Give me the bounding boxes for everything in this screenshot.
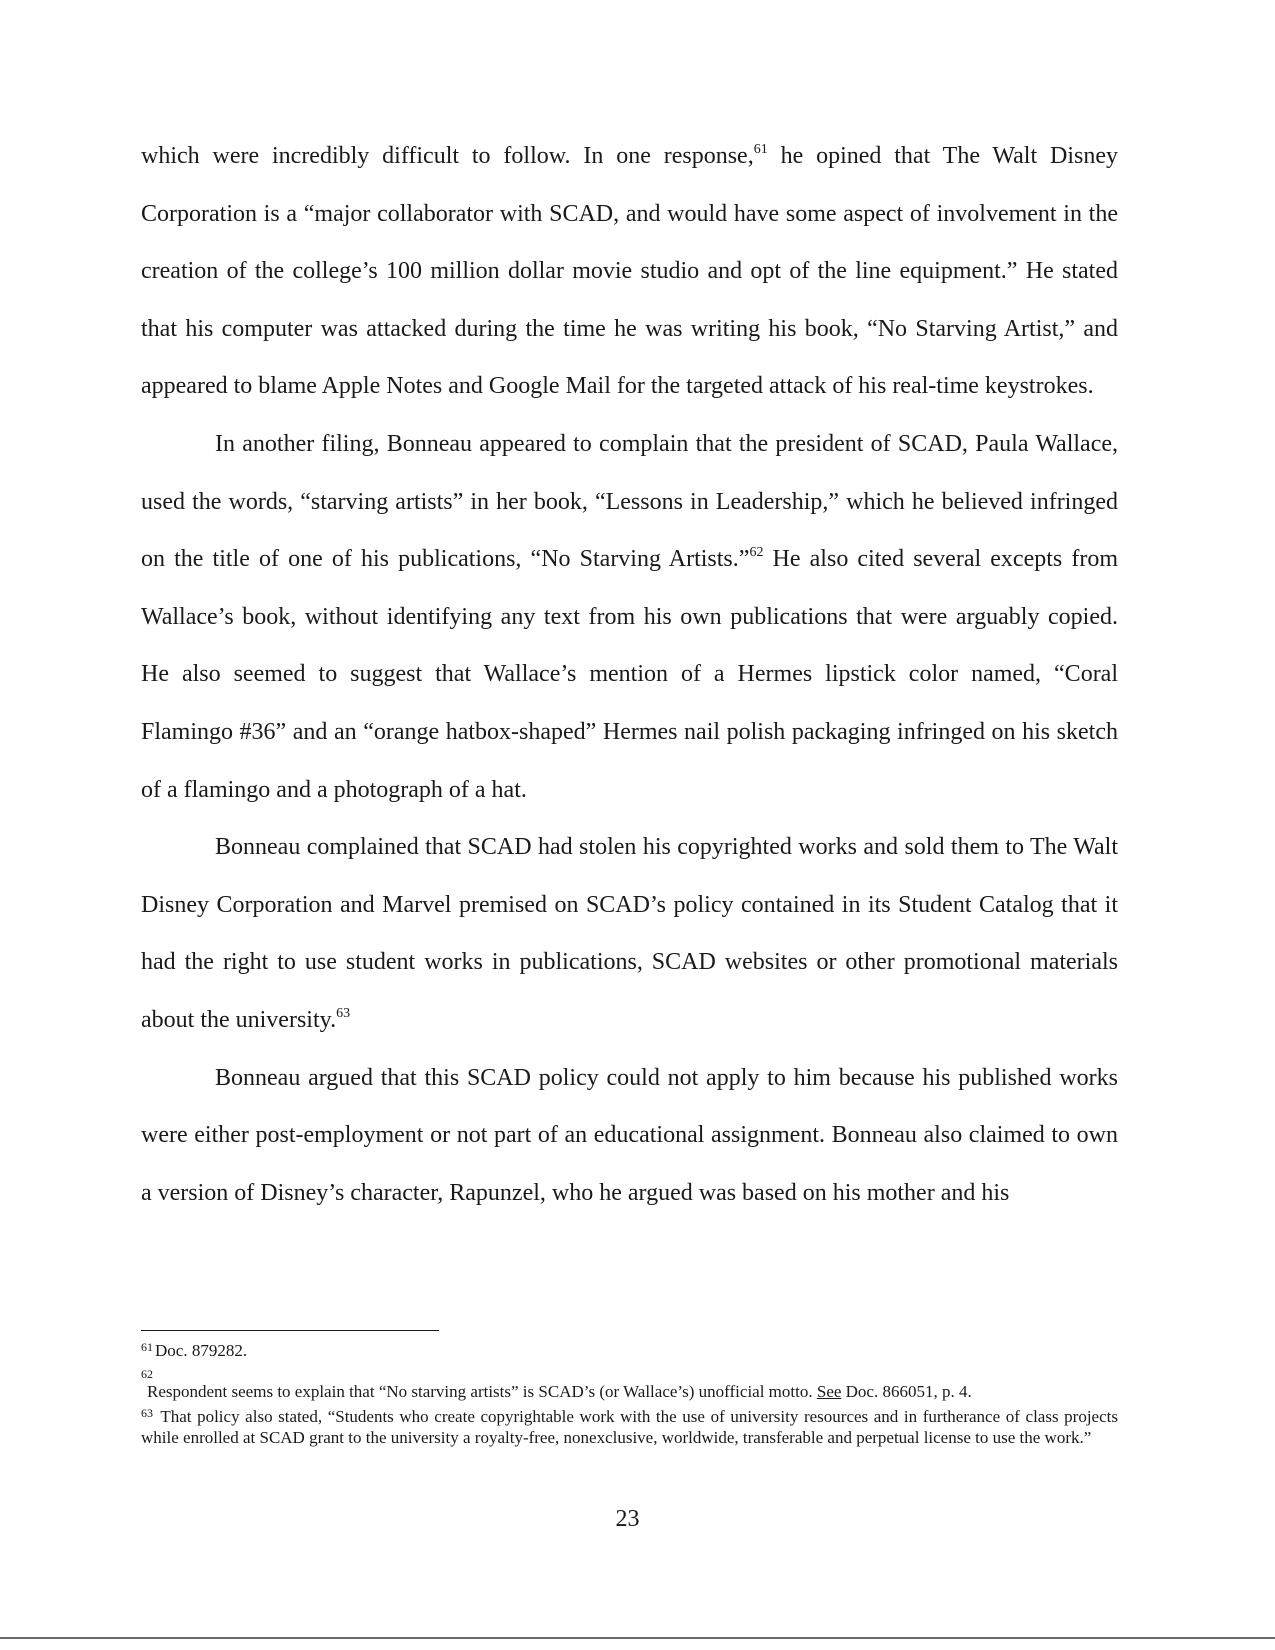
see-signal: See <box>816 1382 842 1401</box>
footnote-number: 63 <box>141 1406 153 1420</box>
paragraph-4: Bonneau argued that this SCAD policy could not apply to him because his published works were either post-employment or not part of an educational assignment. Bonneau also claimed to own a version of Disney’s character, Rapunzel, who he argued was based on his mother and his <box>141 1064 1118 1206</box>
paragraph-1: which were incredibly difficult to follow. In one response,$^{61}$ he opined that The Walt Disney Corporation is a “major collaborator with SCAD, and would have some aspect of involvement in the creation of the college’s 100 million dollar movie studio and opt of the line equipment.” He stated that his computer was attacked during the time he was writing his book, “No Starving Artist,” and appeared to blame Apple Notes and Google Mail for the targeted attack of his real-time keystrokes. <box>141 142 1118 400</box>
footnotes <box>141 1340 1118 1452</box>
footnote-ref-63[interactable]: 63 <box>336 1005 351 1021</box>
footnote-ref-62[interactable]: 62 <box>749 545 764 561</box>
body-text <box>141 128 1118 1222</box>
footnote-separator <box>141 1330 439 1331</box>
footnote-number: 62 <box>141 1367 153 1381</box>
footnote-number: 61 <box>141 1340 153 1354</box>
footnote-63: $^{63}$ That policy also stated, “Students who create copyrightable work with the use of university resources and in furtherance of class projects while enrolled at SCAD grant to the university a royalty-free, nonexclusive, worldwide, transferable and perpetual license to use the work.” <box>141 1406 1118 1447</box>
page-number: 23 <box>615 1506 640 1532</box>
footnote-ref-61[interactable]: 61 <box>753 142 768 157</box>
paragraph-3: Bonneau complained that SCAD had stolen his copyrighted works and sold them to The Walt Disney Corporation and Marvel premised on SCAD’s policy contained in its Student Catalog that it had the right to use student works in publications, SCAD websites or other promotional materials about the university.$^{63}$ <box>141 834 1118 1033</box>
footnote-61: $^{61}$ Doc. 879282. <box>141 1340 248 1360</box>
footnote-62: 62 Respondent seems to explain that “No starving artists” is SCAD’s (or Wallace’s) unofficial motto. See Doc. 866051, p. 4. <box>141 1367 1118 1402</box>
paragraph-2: In another filing, Bonneau appeared to complain that the president of SCAD, Paula Wallace, used the words, “starving artists” in her book, “Lessons in Leadership,” which he believed infringed on the title of one of his publications, “No Starving Artists.”$^{62}$ He also cited several excepts from Wallace’s book, without identifying any text from his own publications that were arguably copied. He also seemed to suggest that Wallace’s mention of a Hermes lipstick color named, “Coral Flamingo #36” and an “orange hatbox-shaped” Hermes nail polish packaging infringed on his sketch of a flamingo and a photograph of a hat. <box>141 430 1118 803</box>
scan-edge-line <box>0 1637 1275 1639</box>
